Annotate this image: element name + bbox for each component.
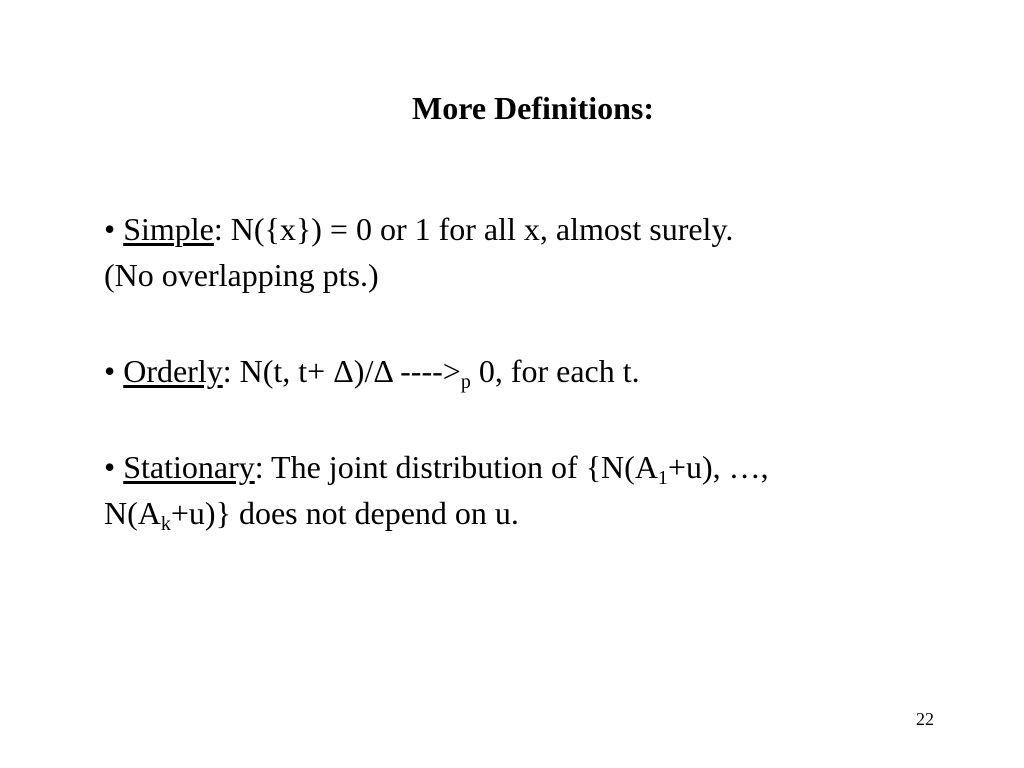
term-stationary: Stationary [123,449,255,485]
definition-text: N({x}) = 0 or 1 for all x, almost surely. [230,211,734,247]
term-separator: : [254,449,272,485]
bullet: • [104,211,116,247]
definition-text: N(A [104,495,161,531]
term-orderly: Orderly [123,353,223,389]
subscript: k [160,513,171,535]
definition-text: 0, for each t. [470,353,640,389]
definition-note: (No overlapping pts.) [104,257,379,293]
slide-number: 22 [916,709,934,729]
term-simple: Simple [123,211,214,247]
definition-stationary [104,444,964,536]
term-separator: : [222,353,240,389]
subscript: p [460,371,471,393]
subscript: 1 [657,467,668,489]
definition-text: +u)} does not depend on u. [170,495,519,531]
definition-text: N(t, t+ Δ)/Δ ----> [239,353,461,389]
definition-orderly [104,348,964,394]
term-separator: : [213,211,231,247]
definition-text: The joint distribution of {N(A [271,449,658,485]
bullet: • [104,449,116,485]
slide-title: More Definitions: [412,90,655,126]
bullet: • [104,353,116,389]
definition-simple [104,206,964,298]
definition-text: +u), …, [667,449,769,485]
definitions-list [104,206,964,536]
